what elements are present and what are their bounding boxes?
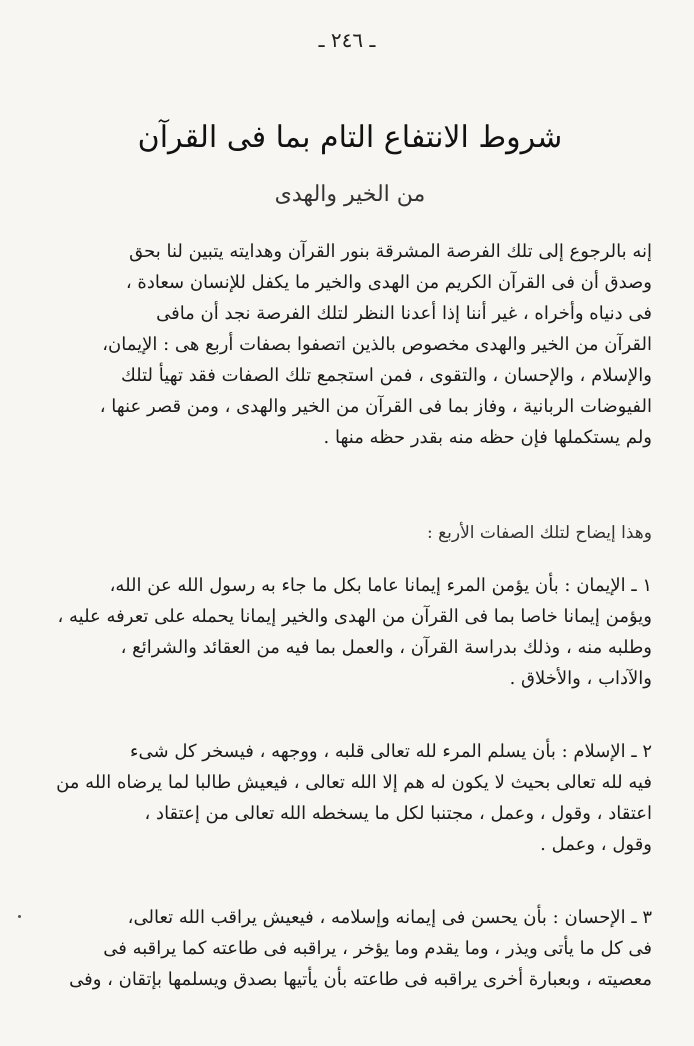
text-line: فى دنياه وأخراه ، غير أننا إذا أعدنا النظر لتلك الفرصة نجد أن مافى [156,303,652,324]
text-line: والإسلام ، والإحسان ، والتقوى ، فمن استجمع تلك الصفات فقد تهيأ لتلك [121,365,652,386]
text-line: اعتقاد ، وقول ، وعمل ، مجتنبا لكل ما يسخطه الله تعالى من إعتقاد ، [144,803,652,824]
text-line: ١ ـ الإيمان : بأن يؤمن المرء إيمانا عاما بكل ما جاء به رسول الله عن الله، [109,575,652,596]
text-line: فى كل ما يأتى ويذر ، وما يقدم وما يؤخر ، يراقبه فى طاعته كما يراقبه فى [103,938,652,959]
text-line: معصيته ، وبعبارة أخرى يراقبه فى طاعته بأن يأتيها بصدق ويسلمها بإتقان ، وفى [69,969,652,990]
item-ihsan [48,902,652,995]
page-number: ـ ٢٤٦ ـ [318,28,376,52]
text-line: ويؤمن إيمانا خاصا بما فى القرآن من الهدى والخير إيمانا يحمله على تعرفه عليه ، [57,606,652,627]
text-line: وقول ، وعمل . [540,834,652,855]
text-line: الفيوضات الربانية ، وفاز بما فى القرآن من الخير والهدى ، ومن قصر عنها ، [99,396,652,417]
section-subtitle: من الخير والهدى [274,182,426,207]
intro-paragraph [48,236,652,453]
margin-mark [18,915,21,918]
text-line: فيه لله تعالى بحيث لا يكون له هم إلا الله تعالى ، فيعيش طالبا لما يرضاه الله من [56,772,652,793]
text-line: والآداب ، والأخلاق . [509,668,652,689]
text-line: القرآن من الخير والهدى مخصوص بالذين اتصفوا بصفات أربع هى : الإيمان، [102,334,652,355]
text-line: وطلبه منه ، وذلك بدراسة القرآن ، والعمل بما فيه من العقائد والشرائع ، [120,637,652,658]
text-line: ٣ ـ الإحسان : بأن يحسن فى إيمانه وإسلامه ، فيعيش يراقب الله تعالى، [127,907,652,928]
section-title: شروط الانتفاع التام بما فى القرآن [137,120,563,155]
text-line: ولم يستكملها فإن حظه منه بقدر حظه منها . [323,427,652,448]
text-line: ٢ ـ الإسلام : بأن يسلم المرء لله تعالى قلبه ، ووجهه ، فيسخر كل شىء [130,741,652,762]
text-line: وصدق أن فى القرآن الكريم من الهدى والخير ما يكفل للإنسان سعادة ، [125,272,652,293]
text-line: إنه بالرجوع إلى تلك الفرصة المشرقة بنور القرآن وهدايته يتبين لنا بحق [129,241,652,262]
item-islam [48,736,652,860]
lead-sentence: وهذا إيضاح لتلك الصفات الأربع : [426,523,652,543]
item-iman [48,570,652,694]
